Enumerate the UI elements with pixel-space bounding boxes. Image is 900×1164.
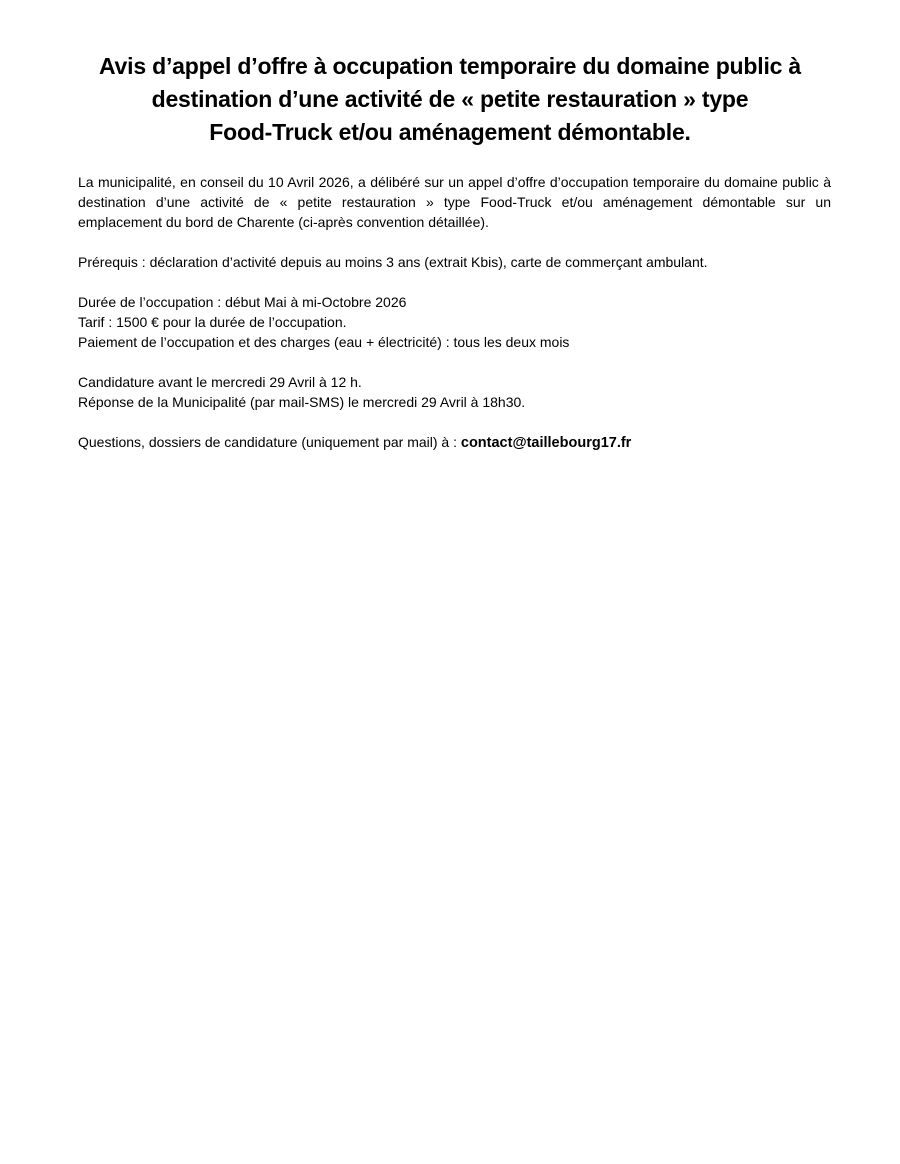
- contact-email-link[interactable]: contact@taillebourg17.fr: [460, 435, 632, 451]
- occupation-details: [78, 292, 831, 352]
- title-line-3: Food-Truck et/ou aménagement démontable.: [209, 119, 691, 145]
- title-line-1: Avis d’appel d’offre à occupation temporaire du domaine public à: [98, 53, 802, 79]
- candidature-line: Candidature avant le mercredi 29 Avril à 12 h.: [78, 374, 362, 390]
- duree-line: Durée de l’occupation : début Mai à mi-Octobre 2026: [78, 294, 407, 310]
- reponse-line: Réponse de la Municipalité (par mail-SMS) le mercredi 29 Avril à 18h30.: [78, 394, 526, 410]
- candidature-details: [78, 372, 831, 412]
- document-body: [78, 172, 831, 473]
- title-line-2: destination d’une activité de « petite restauration » type: [151, 86, 749, 112]
- tarif-line: Tarif : 1500 € pour la durée de l’occupation.: [78, 314, 347, 330]
- questions-paragraph: [78, 432, 831, 453]
- questions-label: Questions, dossiers de candidature (uniquement par mail) à :: [78, 434, 461, 450]
- page-title: [60, 50, 840, 149]
- prerequis-paragraph: Prérequis : déclaration d’activité depuis au moins 3 ans (extrait Kbis), carte de commerçant ambulant.: [78, 254, 708, 270]
- intro-paragraph: La municipalité, en conseil du 10 Avril 2026, a délibéré sur un appel d’offre d’occupation temporaire du domaine public à destination d’une activité de « petite restauration » type Food-Truck et/ou aménagement démontable sur un emplacement du bord de Charente (ci-après convention détaillée).: [78, 174, 831, 230]
- paiement-line: Paiement de l’occupation et des charges (eau + électricité) : tous les deux mois: [78, 334, 570, 350]
